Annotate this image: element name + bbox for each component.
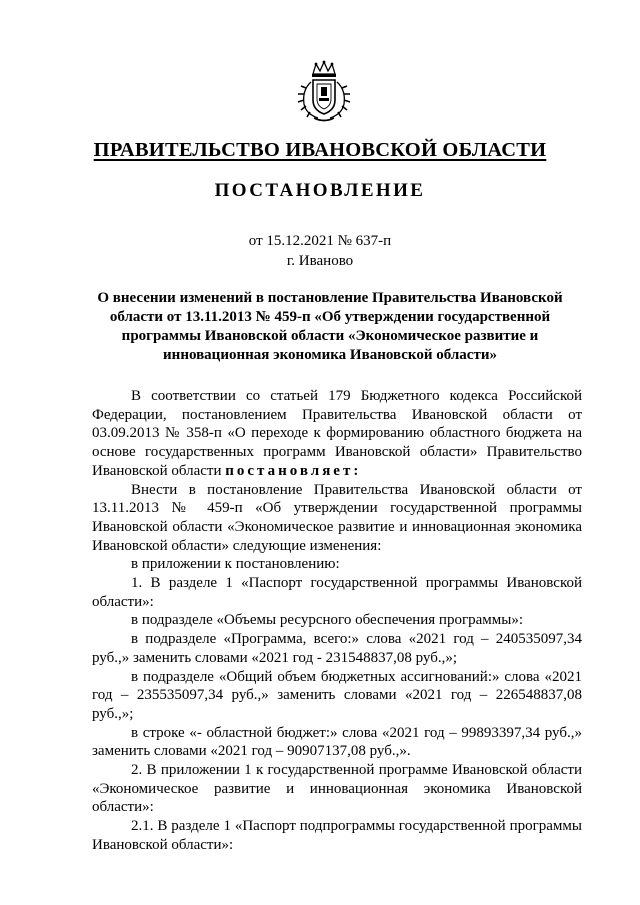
document-date-number: от 15.12.2021 № 637-п <box>248 233 392 249</box>
org-title: ПРАВИТЕЛЬСТВО ИВАНОВСКОЙ ОБЛАСТИ <box>93 139 547 161</box>
paragraph-program-total: в подразделе «Программа, всего:» слова «2021 год – 240535097,34 руб.,» заменить словами «2021 год - 231548837,08 руб.,»; <box>92 631 582 666</box>
preamble-text: В соответствии со статьей 179 Бюджетного кодекса Российской Федерации, постановлением Правительства Ивановской области от 03.09.2013 № 358-п «О переходе к формированию областного бюджета на основе государственных программ Ивановской области» Правительство Ивановской области <box>92 388 582 479</box>
paragraph-preamble <box>92 387 582 481</box>
paragraph-amend-intro: Внести в постановление Правительства Ивановской области от 13.11.2013 № 459-п «Об утверждении государственной программы Ивановской области «Экономическое развитие и инновационная экономика Ивановской области» следующие изменения: <box>92 481 582 554</box>
paragraph-resources-subsection: в подразделе «Объемы ресурсного обеспечения программы»: <box>131 612 523 629</box>
document-subject: О внесении изменений в постановление Правительства Ивановской области от 13.11.2013 № 459-п «Об утверждении государственной программы Ивановской области «Экономическое развитие и инновационная экономика Ивановской области» <box>97 290 563 363</box>
paragraph-item-2: 2. В приложении 1 к государственной программе Ивановской области «Экономическое развитие и инновационная экономика Ивановской области»: <box>92 762 582 816</box>
paragraph-annex-intro: в приложении к постановлению: <box>131 556 340 573</box>
paragraph-item-1: 1. В разделе 1 «Паспорт государственной программы Ивановской области»: <box>92 575 582 610</box>
document-body <box>92 387 582 855</box>
document-type: ПОСТАНОВЛЕНИЕ <box>214 180 426 201</box>
resolves-keyword: постановляет: <box>225 462 362 479</box>
paragraph-regional-budget: в строке «- областной бюджет:» слова «2021 год – 99893397,34 руб.,» заменить словами «2021 год – 90907137,08 руб.,». <box>92 724 582 760</box>
coat-of-arms-emblem <box>296 60 352 124</box>
document-city: г. Иваново <box>286 253 354 269</box>
paragraph-budget-allocations: в подразделе «Общий объем бюджетных ассигнований:» слова «2021 год – 235535097,34 руб.,» заменить словами «2021 год – 226548837,08 руб.,»; <box>92 668 582 722</box>
paragraph-item-2-1: 2.1. В разделе 1 «Паспорт подпрограммы государственной программы Ивановской области»: <box>92 818 582 853</box>
